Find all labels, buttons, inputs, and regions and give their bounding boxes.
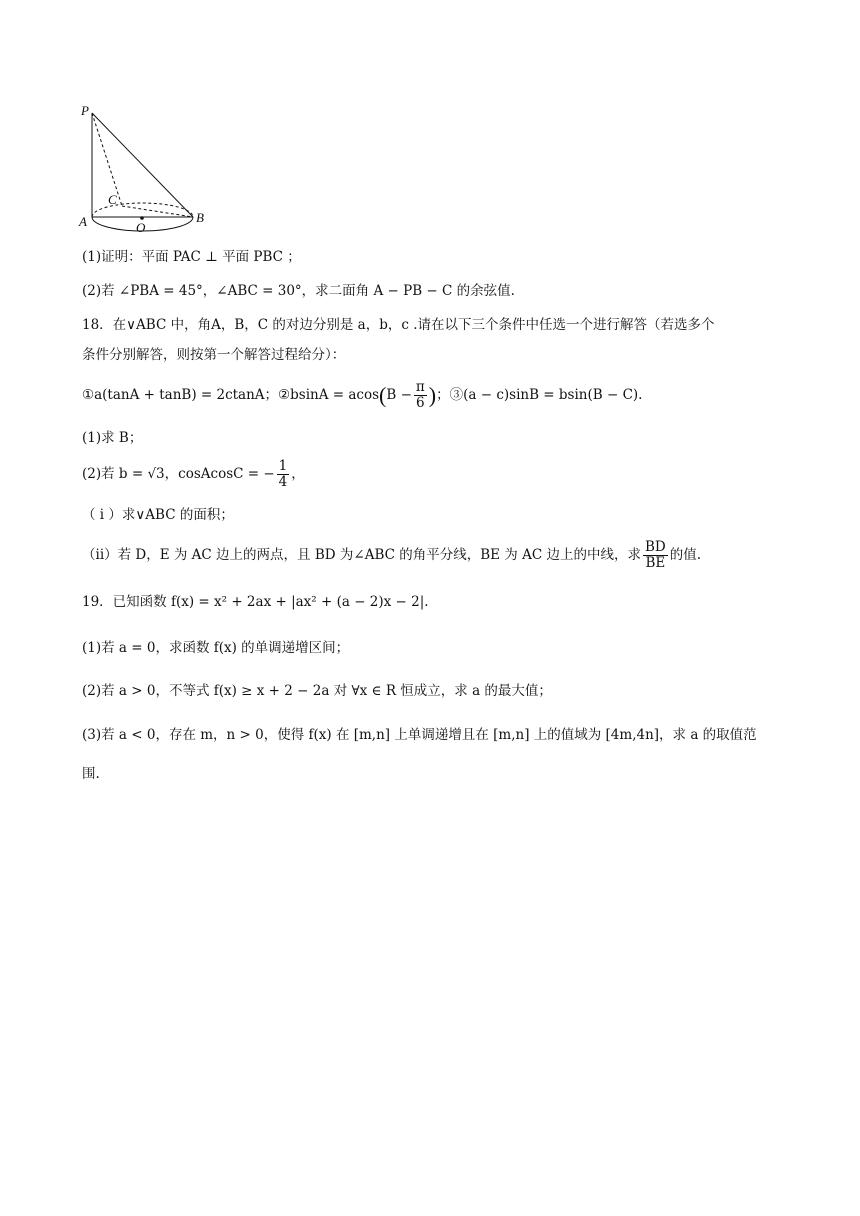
q19-stem: 19．已知函数 f(x) = x² + 2ax + |ax² + (a − 2)x − 2|.	[82, 594, 429, 610]
q18-condition-3: ；③(a − c)sinB = bsin(B − C).	[436, 387, 643, 403]
q18-part2-i: （ i ）求∨ABC 的面积；	[82, 507, 234, 523]
cone-figure	[70, 98, 220, 238]
q19-part3-a: (3)若 a < 0，存在 m，n > 0，使得 f(x) 在 [m,n] 上单调递增且在 [m,n] 上的值域为 [4m,4n]，求 a 的取值范	[82, 727, 757, 743]
pi-over-6-fraction: $\frac{\pi}{6}$	[415, 379, 425, 411]
q18-part2-ii: （ii）若 D，E 为 AC 边上的两点，且 BD 为∠ABC 的角平分线，BE 为 AC 边上的中线，求 $\frac{BD}{BE}$ 的值.	[82, 539, 702, 571]
label-O: O	[136, 220, 146, 235]
q19-part1: (1)若 a = 0，求函数 f(x) 的单调递增区间；	[82, 640, 350, 656]
q18-condition-2: ②bsinA = acos(B − $\frac{\pi}{6}$ )	[278, 379, 437, 411]
q18-stem-a: 18．在∨ABC 中，角A，B，C 的对边分别是 a，b，c .请在以下三个条件中任选一个进行解答（若选多个	[82, 317, 715, 333]
label-C: C	[108, 192, 117, 207]
label-P: P	[81, 103, 89, 118]
q18-conditions	[82, 372, 642, 419]
q18-part1: (1)求 B；	[82, 430, 143, 446]
q19-part2: (2)若 a > 0，不等式 f(x) ≥ x + 2 − 2a 对 ∀x ∈ R 恒成立，求 a 的最大值；	[82, 683, 552, 699]
one-quarter-fraction: $\frac{1}{4}$	[278, 458, 288, 490]
q18-stem-b: 条件分别解答，则按第一个解答过程给分）：	[82, 347, 346, 363]
q17-part1: (1)证明：平面 PAC ⊥ 平面 PBC ；	[82, 249, 301, 265]
q19-part3-b: 围.	[82, 766, 100, 782]
q18-condition-1: ①a(tanA + tanB) = 2ctanA；	[82, 387, 279, 403]
bd-over-be-fraction: $\frac{BD}{BE}$	[644, 539, 666, 571]
q17-part2: (2)若 ∠PBA = 45°，∠ABC = 30°，求二面角 A − PB − C 的余弦值.	[82, 283, 515, 299]
label-B: B	[196, 210, 204, 225]
label-A: A	[79, 214, 87, 229]
q18-part2: (2)若 b = √3，cosAcosC = − $\frac{1}{4}$ ，	[82, 458, 305, 490]
